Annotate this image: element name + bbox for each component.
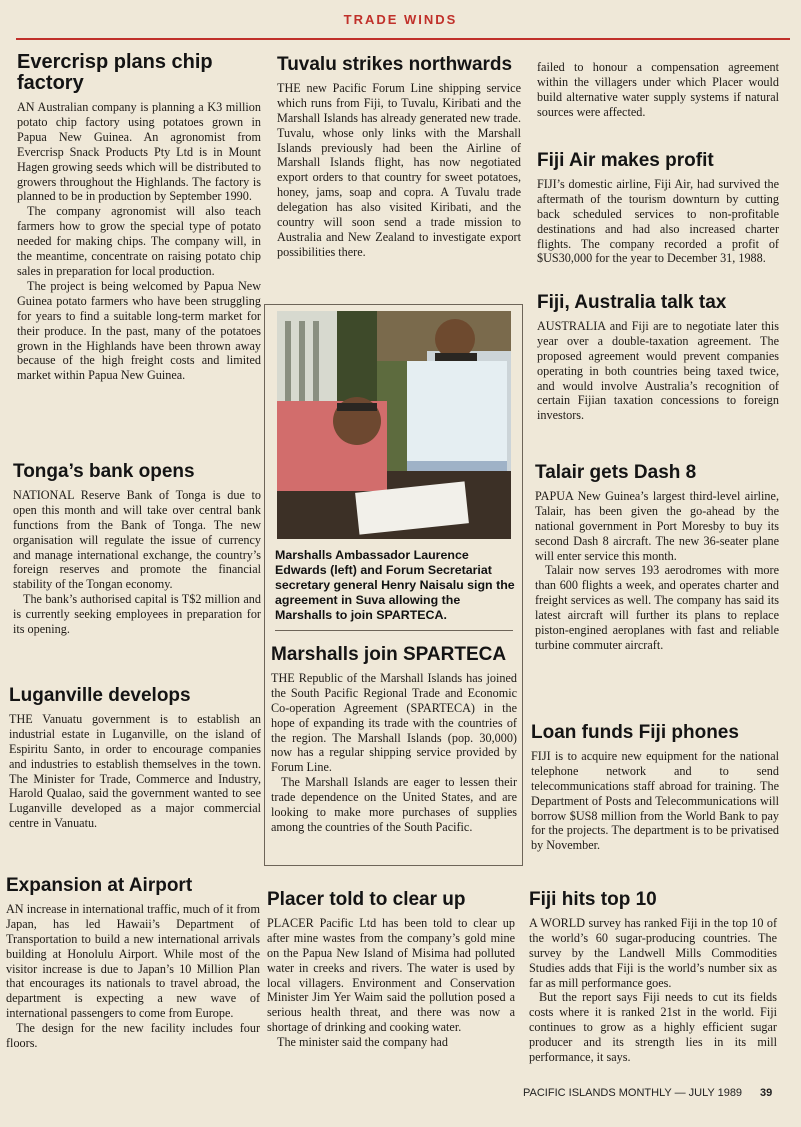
paragraph: FIJI is to acquire new equipment for the national telephone network and to send telecommunications staff abroad for training. The Department of Posts and Telecommunications will borrow $US8 million from the World Bank to pay for the projects. The department is to be privatised by November. — [531, 748, 779, 853]
paragraph: AN increase in international traffic, much of it from Japan, has led Hawaii’s Department of Transportation to build a new international arrivals building at Honolulu Airport. While most of the visitor increase is due to Japan’s 10 Million Plan that encourages its nationals to travel abroad, the department is expecting a new wave of international passengers to come from Europe. — [6, 901, 260, 1021]
article-evercrisp — [17, 52, 261, 383]
headline: Tuvalu strikes northwards — [277, 54, 513, 75]
page-number: 39 — [760, 1087, 773, 1099]
paragraph: The company agronomist will also teach farmers how to grow the special type of potato needed for making chips. The company will, in the meantime, concentrate on raising potato chip sales in preparation for local production. — [17, 204, 261, 278]
article-placer-continued — [537, 60, 779, 120]
paragraph: NATIONAL Reserve Bank of Tonga is due to open this month and will take over central bank functions from the Bank of Tonga. The new organisation will regulate the issue of currency and manage international exchange, the country’s foreign reserves and promote the financial stability of the Tongan economy. — [13, 487, 261, 592]
headline: Marshalls join SPARTECA — [271, 644, 507, 665]
article-fijiair — [537, 151, 779, 266]
photo-caption: Marshalls Ambassador Laurence Edwards (left) and Forum Secretariat secretary general Henry Naisalu sign the agreement in Suva allowing the Marshalls to join SPARTECA. — [275, 548, 515, 622]
paragraph: THE Vanuatu government is to establish an industrial estate in Luganville, on the island of Espiritu Santo, in order to encourage companies and industries to establish themselves in the town. The Minister for Trade, Commerce and Industry, Harold Qualao, said the government wanted to see Luganville developed as a major commercial centre in Vanuatu. — [9, 711, 261, 831]
paragraph: But the report says Fiji needs to cut its fields costs where it is ranked 21st in the world. Fiji continues to grow as a highly efficient sugar producer and its strength lies in its mill performance, it says. — [529, 990, 777, 1065]
paragraph: AUSTRALIA and Fiji are to negotiate later this year over a double-taxation agreement. The proposed agreement would prevent companies operating in both countries being taxed twice, and would involve Australia’s recognition of certain Fijian taxation concessions to foreign investors. — [537, 318, 779, 423]
article-luganville — [9, 686, 261, 831]
article-tonga — [13, 462, 261, 637]
article-talair — [535, 463, 779, 653]
article-tuvalu — [277, 55, 521, 260]
paragraph: The design for the new facility includes four floors. — [6, 1021, 260, 1051]
headline: Fiji hits top 10 — [529, 889, 657, 910]
paragraph: THE Republic of the Marshall Islands has joined the South Pacific Regional Trade and Economic Co-operation Agreement (SPARTECA) in the hope of expanding its trade with the countries of the region. The Marshall Islands (pop. 30,000) now has a regular shipping service provided by Forum Line. — [271, 670, 517, 775]
footer-publication: PACIFIC ISLANDS MONTHLY — JULY 1989 — [523, 1087, 743, 1099]
photo-signing — [277, 311, 511, 539]
headline: Expansion at Airport — [6, 875, 193, 896]
paragraph: The Marshall Islands are eager to lessen their trade dependence on the United States, and are looking to make more purchases of supplies among the countries of the South Pacific. — [271, 775, 517, 834]
article-tax — [537, 293, 779, 423]
paragraph: failed to honour a compensation agreement within the villagers under which Placer would build alternative water supply systems if natural sources were affected. — [537, 60, 779, 119]
headline: Placer told to clear up — [267, 889, 466, 910]
paragraph: A WORLD survey has ranked Fiji in the top 10 of the world’s 60 sugar-producing countries. The survey by the Landwell Mills Commodities Studies adds that Fiji is the world’s number six as far as mill performance goes. — [529, 915, 777, 990]
paragraph: PAPUA New Guinea’s largest third-level airline, Talair, has been given the go-ahead by the national government in Port Moresby to buy its second Dash 8 aircraft. The new 36-seater plane will enter service this month. — [535, 488, 779, 563]
paragraph: PLACER Pacific Ltd has been told to clear up after mine wastes from the company’s gold mine on the Papua New Island of Misima had polluted water in creeks and rivers. The water is used by local villagers. Environment and Conservation Minister Jim Yer Waim said the pollution posed a serious health threat, and there was now a shortage of drinking and cooking water. — [267, 915, 515, 1035]
article-marshalls — [271, 645, 517, 835]
headline: Evercrisp plans chip factory — [17, 51, 213, 94]
article-airport — [6, 876, 260, 1051]
paragraph: THE new Pacific Forum Line shipping service which runs from Fiji, to Tuvalu, Kiribati and the Marshall Islands has already generated new trade. Tuvalu, whose only links with the Marshall Islands previously had been the Airline of Marshall Islands flight, has now negotiated export orders to that country for sweet potatoes, honey, jams, soap and copra. A Tuvalu trade delegation has also visited Kiribati, and the country will soon send a trade mission to Australia and New Zealand to investigate export possibilities there. — [277, 80, 521, 259]
paragraph: The minister said the company had — [277, 1035, 448, 1050]
paragraph: Talair now serves 193 aerodromes with more than 600 flights a week, and operates charter and freight services as well. The company has said its latest aircraft will further its plans to replace piston-engined aeroplanes with fast and reliable turbine commuter aircraft. — [535, 563, 779, 652]
paragraph: The project is being welcomed by Papua New Guinea potato farmers who have been struggling for years to find a suitable long-term market for their produce. In the past, many of the potatoes grown in the Highlands have been thrown away because of the high freight costs and limited market within Papua New Guinea. — [17, 278, 261, 383]
caption-rule — [275, 630, 513, 631]
headline: Fiji Air makes profit — [537, 150, 714, 171]
paragraph: The bank’s authorised capital is T$2 million and is currently seeking employees in preparation for its opening. — [13, 592, 261, 637]
headline: Loan funds Fiji phones — [531, 722, 739, 743]
headline: Tonga’s bank opens — [13, 461, 195, 482]
article-loan — [531, 723, 779, 853]
section-header: TRADE WINDS — [343, 12, 458, 27]
article-placer — [267, 890, 515, 1050]
headline: Fiji, Australia talk tax — [537, 292, 727, 313]
headline: Luganville develops — [9, 685, 191, 706]
paragraph: FIJI’s domestic airline, Fiji Air, had survived the aftermath of the tourism downturn by cutting back scheduled services to non-profitable destinations and had also increased charter flights. The company recorded a profit of $US30,000 for the year to December 31, 1988. — [537, 176, 779, 266]
headline: Talair gets Dash 8 — [535, 462, 697, 483]
header-rule — [16, 38, 790, 40]
paragraph: AN Australian company is planning a K3 million potato chip factory using potatoes grown in Papua New Guinea. An agronomist from Evercrisp Snack Products Pty Ltd is in Mount Hagen growing seeds which will be distributed to growers throughout the Highlands. The factory is planned to be in production by September 1990. — [17, 100, 261, 204]
article-top10 — [529, 890, 777, 1065]
